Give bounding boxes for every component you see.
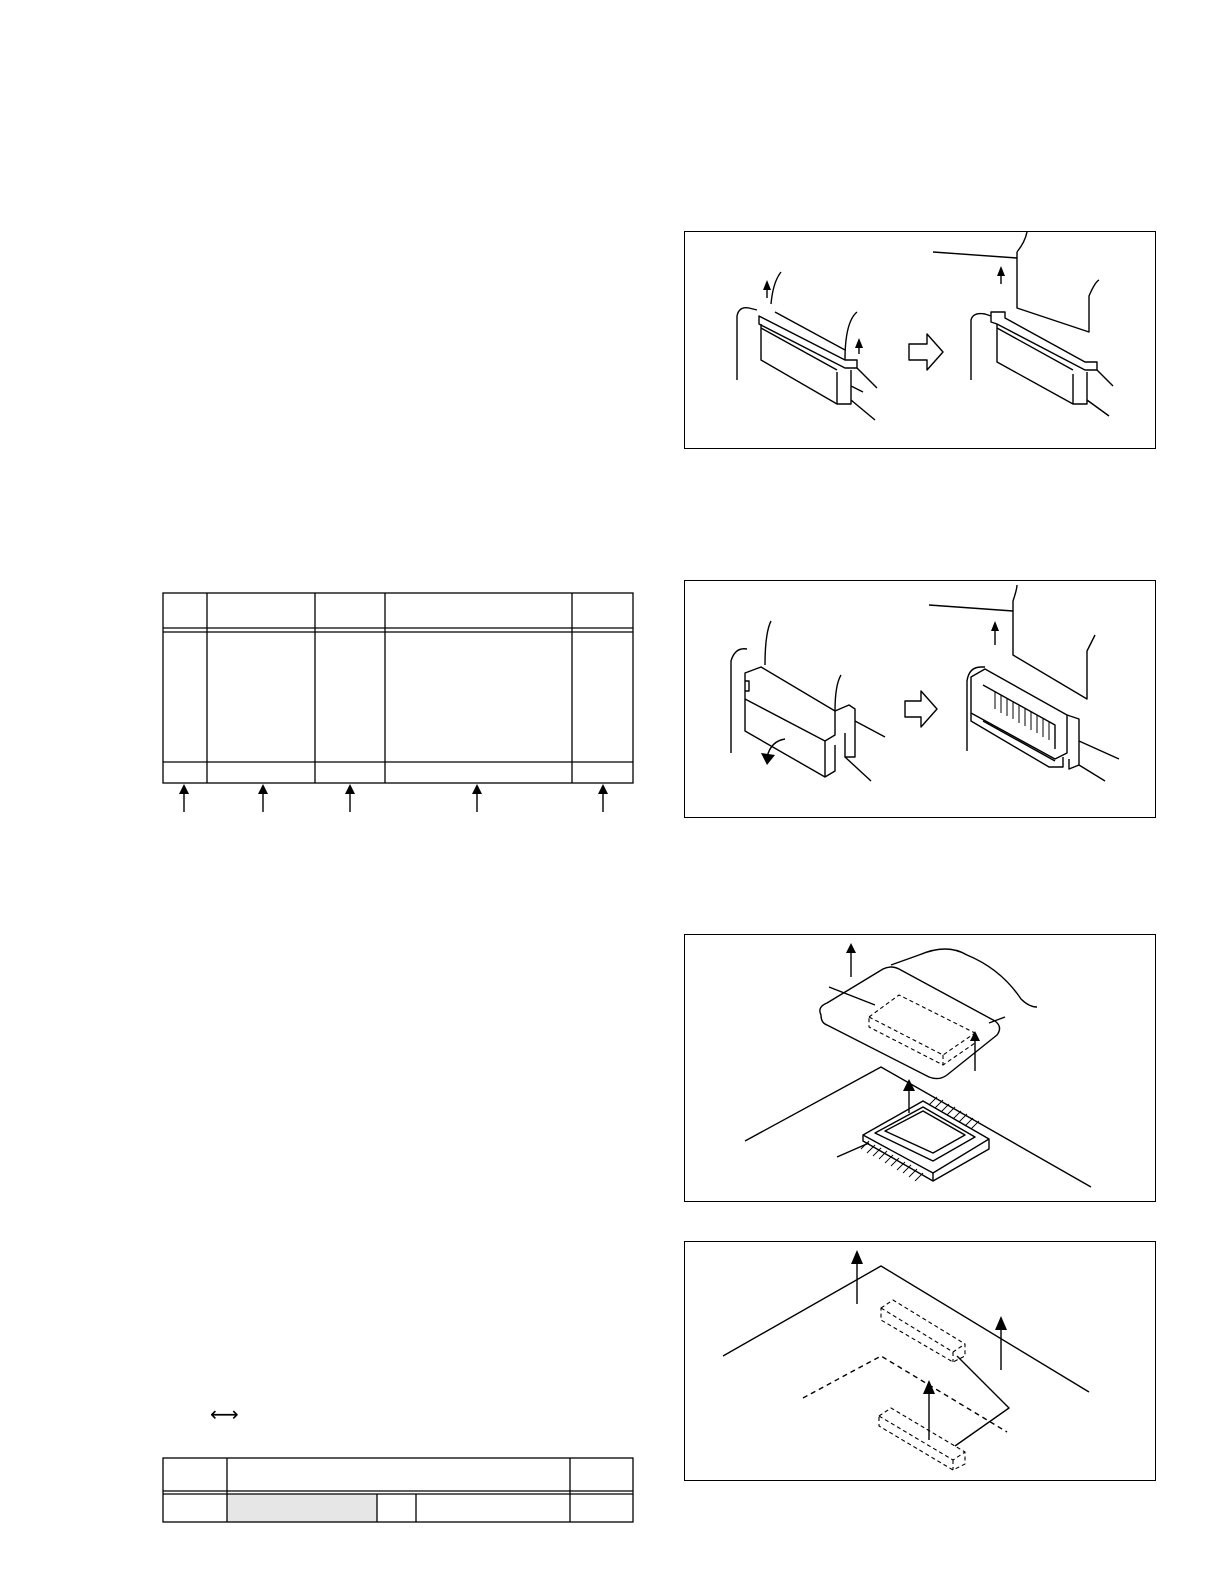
connector-flip-lock-diagram-icon: [685, 581, 1155, 817]
double-arrow-symbol: ⟷: [210, 1402, 239, 1426]
board-connector-separation-diagram-icon: [685, 1242, 1155, 1480]
code-format-table: [160, 590, 640, 820]
ic-socket-removal-diagram-icon: [685, 935, 1155, 1201]
code-format-table-frame: [160, 590, 640, 820]
bottom-table: [160, 1455, 640, 1525]
connector-lock-release-diagram-icon: [685, 232, 1155, 448]
figure-connector-lock-release: [684, 231, 1156, 449]
shaded-cell: [227, 1494, 377, 1522]
figure-board-connector-separation: [684, 1241, 1156, 1481]
figure-connector-flip-lock: [684, 580, 1156, 818]
figure-ic-socket-removal: [684, 934, 1156, 1202]
bottom-table-frame: [160, 1455, 640, 1525]
